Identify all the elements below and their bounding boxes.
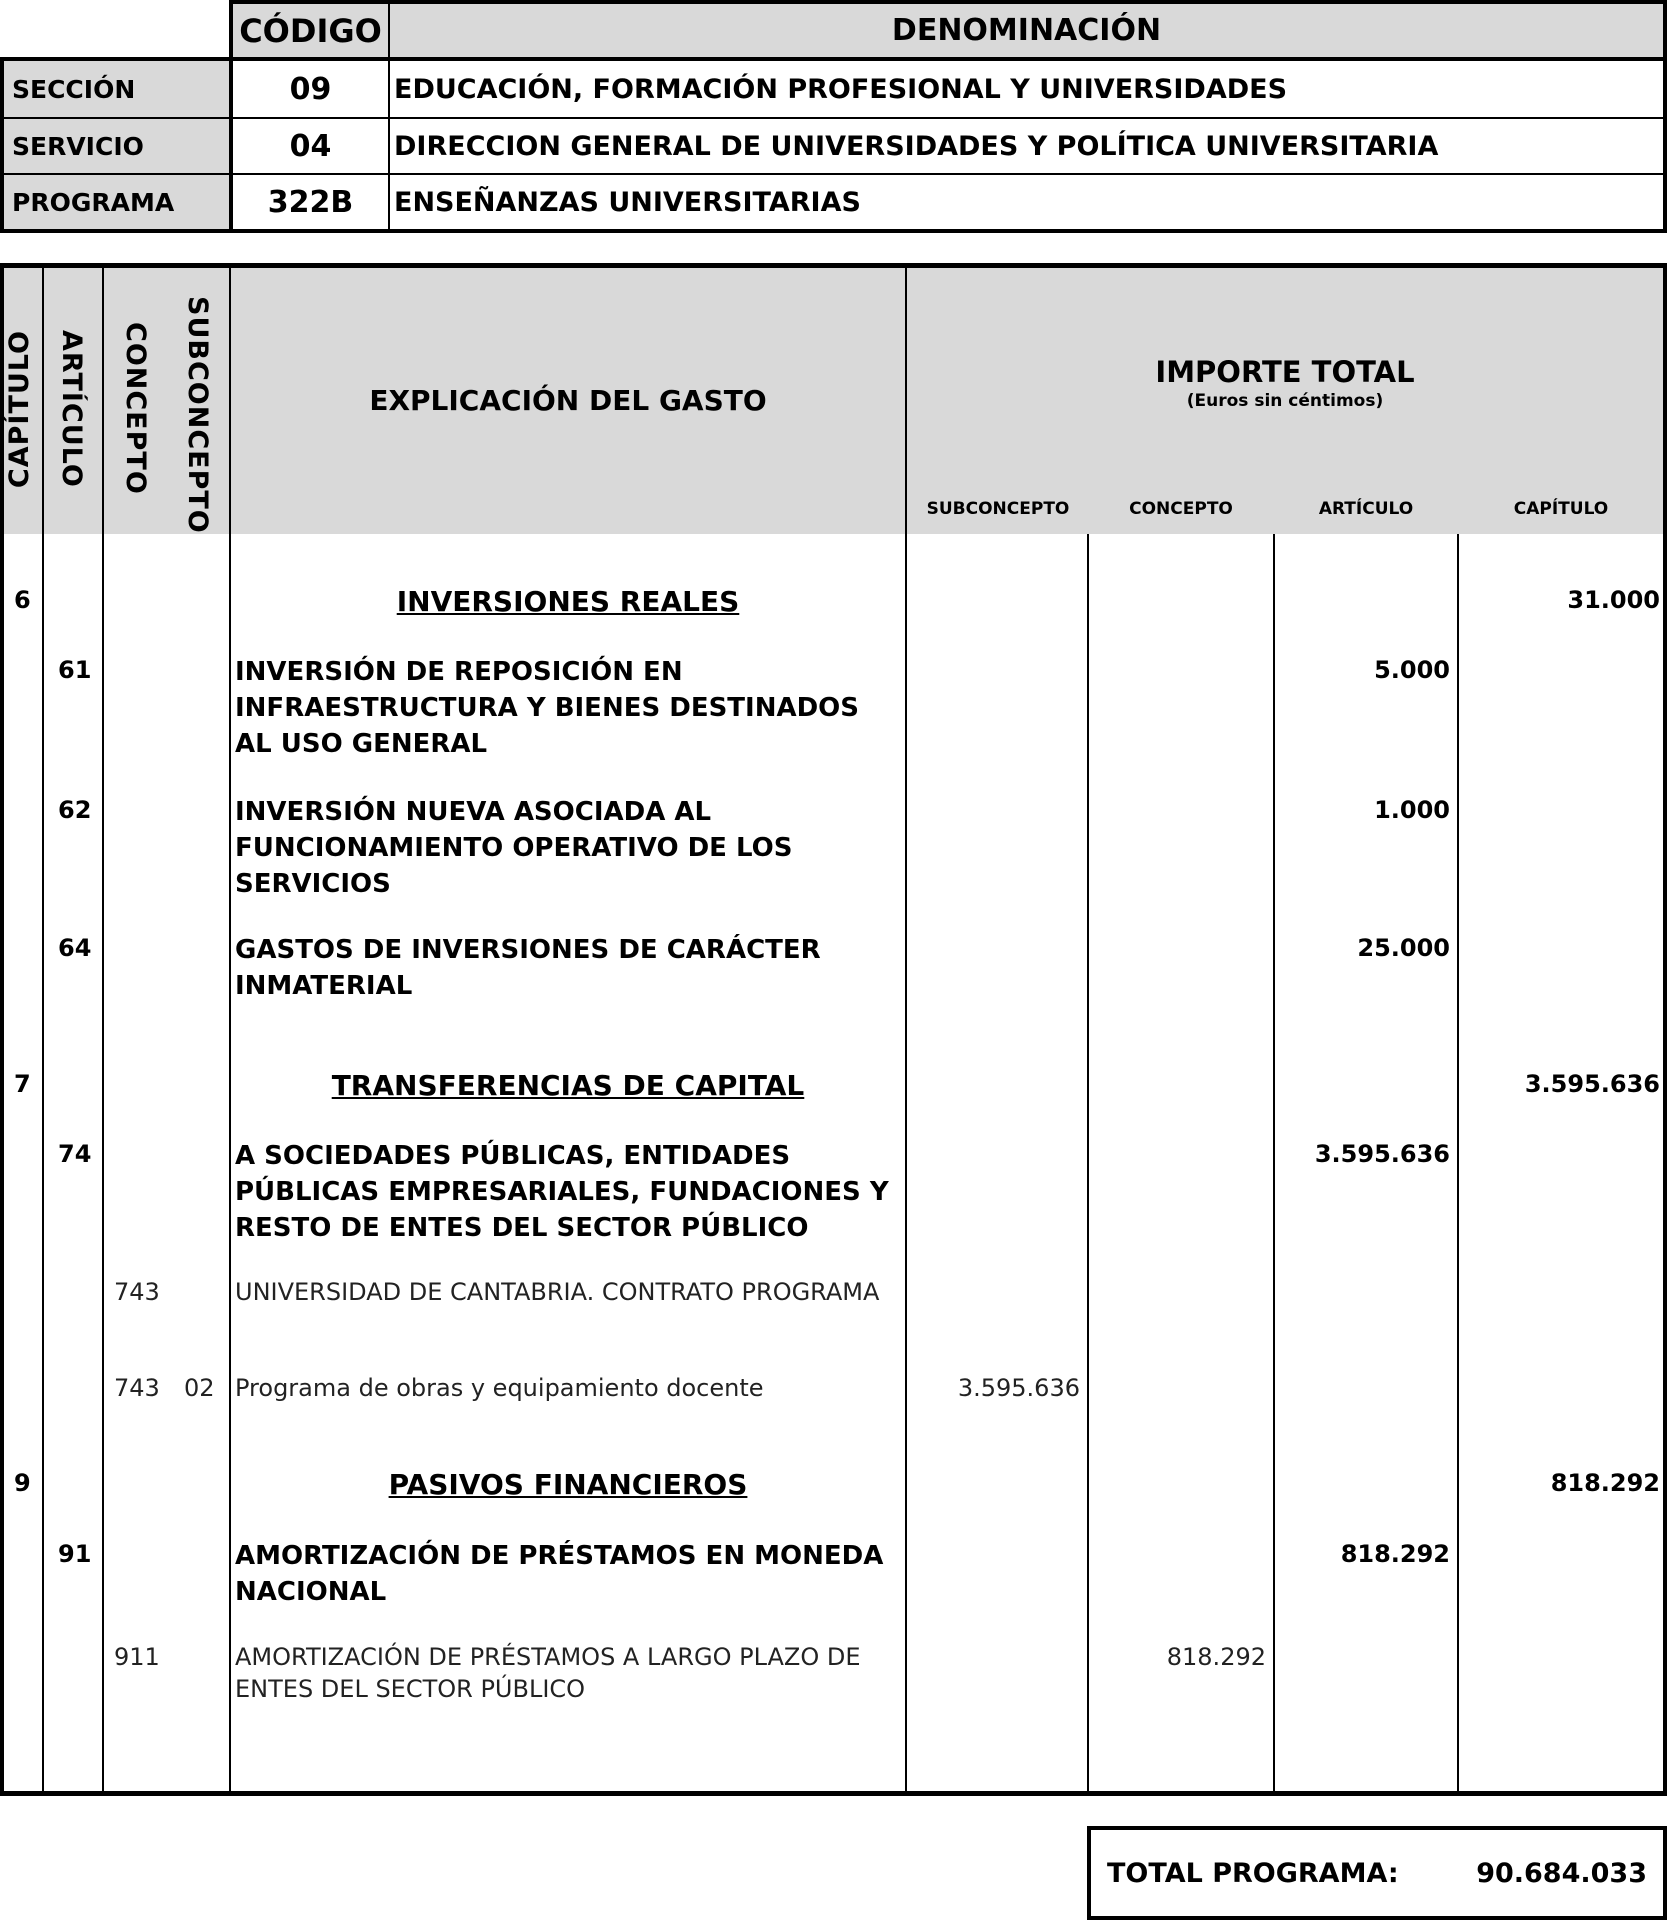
articulo-code: 64 (58, 934, 92, 962)
importe-total-header: IMPORTE TOTAL (1155, 355, 1415, 389)
importe-col-capitulo: CAPÍTULO (1513, 499, 1609, 519)
total-box (1087, 1826, 1667, 1920)
articulo-code: 61 (58, 656, 92, 684)
concepto-code: 743 (114, 1278, 160, 1306)
seccion-name: EDUCACIÓN, FORMACIÓN PROFESIONAL Y UNIVERSIDADES (394, 73, 1288, 105)
chapter-title: INVERSIONES REALES (396, 585, 740, 618)
capitulo-column-header: CAPÍTULO (4, 330, 35, 489)
seccion-label: SECCIÓN (12, 74, 136, 104)
article-description: A SOCIEDADES PÚBLICAS, ENTIDADES PÚBLICAS EMPRESARIALES, FUNDACIONES Y RESTO DE ENTES DEL SECTOR PÚBLICO (235, 1141, 889, 1243)
subconcepto-amount: 3.595.636 (957, 1374, 1080, 1402)
concept-description: AMORTIZACIÓN DE PRÉSTAMOS A LARGO PLAZO DE ENTES DEL SECTOR PÚBLICO (235, 1643, 861, 1703)
subconcepto-column-header: SUBCONCEPTO (182, 296, 213, 534)
importe-subtitle: (Euros sin céntimos) (1186, 391, 1384, 411)
programa-name: ENSEÑANZAS UNIVERSITARIAS (394, 186, 861, 218)
articulo-amount: 1.000 (1374, 796, 1450, 824)
article-description: INVERSIÓN NUEVA ASOCIADA AL FUNCIONAMIENTO OPERATIVO DE LOS SERVICIOS (235, 797, 793, 899)
articulo-column-header: ARTÍCULO (56, 330, 87, 488)
total-value: 90.684.033 (1476, 1857, 1647, 1889)
concepto-code: 911 (114, 1643, 160, 1671)
chapter-title: PASIVOS FINANCIEROS (388, 1468, 748, 1501)
concepto-amount: 818.292 (1166, 1643, 1266, 1671)
codigo-header: CÓDIGO (239, 11, 382, 50)
importe-col-articulo: ARTÍCULO (1318, 499, 1414, 519)
total-label: TOTAL PROGRAMA: (1107, 1857, 1399, 1889)
capitulo-code: 6 (14, 586, 31, 614)
articulo-amount: 5.000 (1374, 656, 1450, 684)
servicio-code: 04 (289, 128, 332, 164)
concepto-column-header: CONCEPTO (120, 322, 151, 495)
capitulo-code: 7 (14, 1070, 31, 1098)
concepto-code: 743 (114, 1374, 160, 1402)
articulo-amount: 25.000 (1357, 934, 1450, 962)
chapter-title: TRANSFERENCIAS DE CAPITAL (331, 1069, 805, 1102)
programa-label: PROGRAMA (12, 187, 175, 217)
articulo-amount: 818.292 (1340, 1540, 1450, 1568)
subconcepto-code: 02 (184, 1374, 215, 1402)
article-description: AMORTIZACIÓN DE PRÉSTAMOS EN MONEDA NACIONAL (235, 1541, 884, 1607)
explicacion-column-header: EXPLICACIÓN DEL GASTO (369, 383, 767, 417)
denominacion-header: DENOMINACIÓN (891, 13, 1162, 48)
capitulo-amount: 31.000 (1567, 586, 1660, 614)
articulo-code: 62 (58, 796, 92, 824)
articulo-code: 91 (58, 1540, 92, 1568)
importe-col-concepto: CONCEPTO (1129, 499, 1233, 519)
importe-col-subconcepto: SUBCONCEPTO (926, 499, 1070, 519)
capitulo-amount: 3.595.636 (1524, 1070, 1660, 1098)
articulo-amount: 3.595.636 (1314, 1140, 1450, 1168)
article-description: GASTOS DE INVERSIONES DE CARÁCTER INMATERIAL (235, 935, 821, 1001)
article-description: INVERSIÓN DE REPOSICIÓN EN INFRAESTRUCTURA Y BIENES DESTINADOS AL USO GENERAL (235, 657, 860, 759)
capitulo-code: 9 (14, 1469, 31, 1497)
capitulo-amount: 818.292 (1550, 1469, 1660, 1497)
servicio-label: SERVICIO (12, 131, 144, 161)
concept-description: UNIVERSIDAD DE CANTABRIA. CONTRATO PROGRAMA (235, 1278, 880, 1306)
programa-code: 322B (267, 184, 354, 220)
concept-description: Programa de obras y equipamiento docente (235, 1374, 764, 1402)
servicio-name: DIRECCION GENERAL DE UNIVERSIDADES Y POLÍTICA UNIVERSITARIA (394, 130, 1439, 162)
articulo-code: 74 (58, 1140, 92, 1168)
seccion-code: 09 (289, 71, 332, 107)
